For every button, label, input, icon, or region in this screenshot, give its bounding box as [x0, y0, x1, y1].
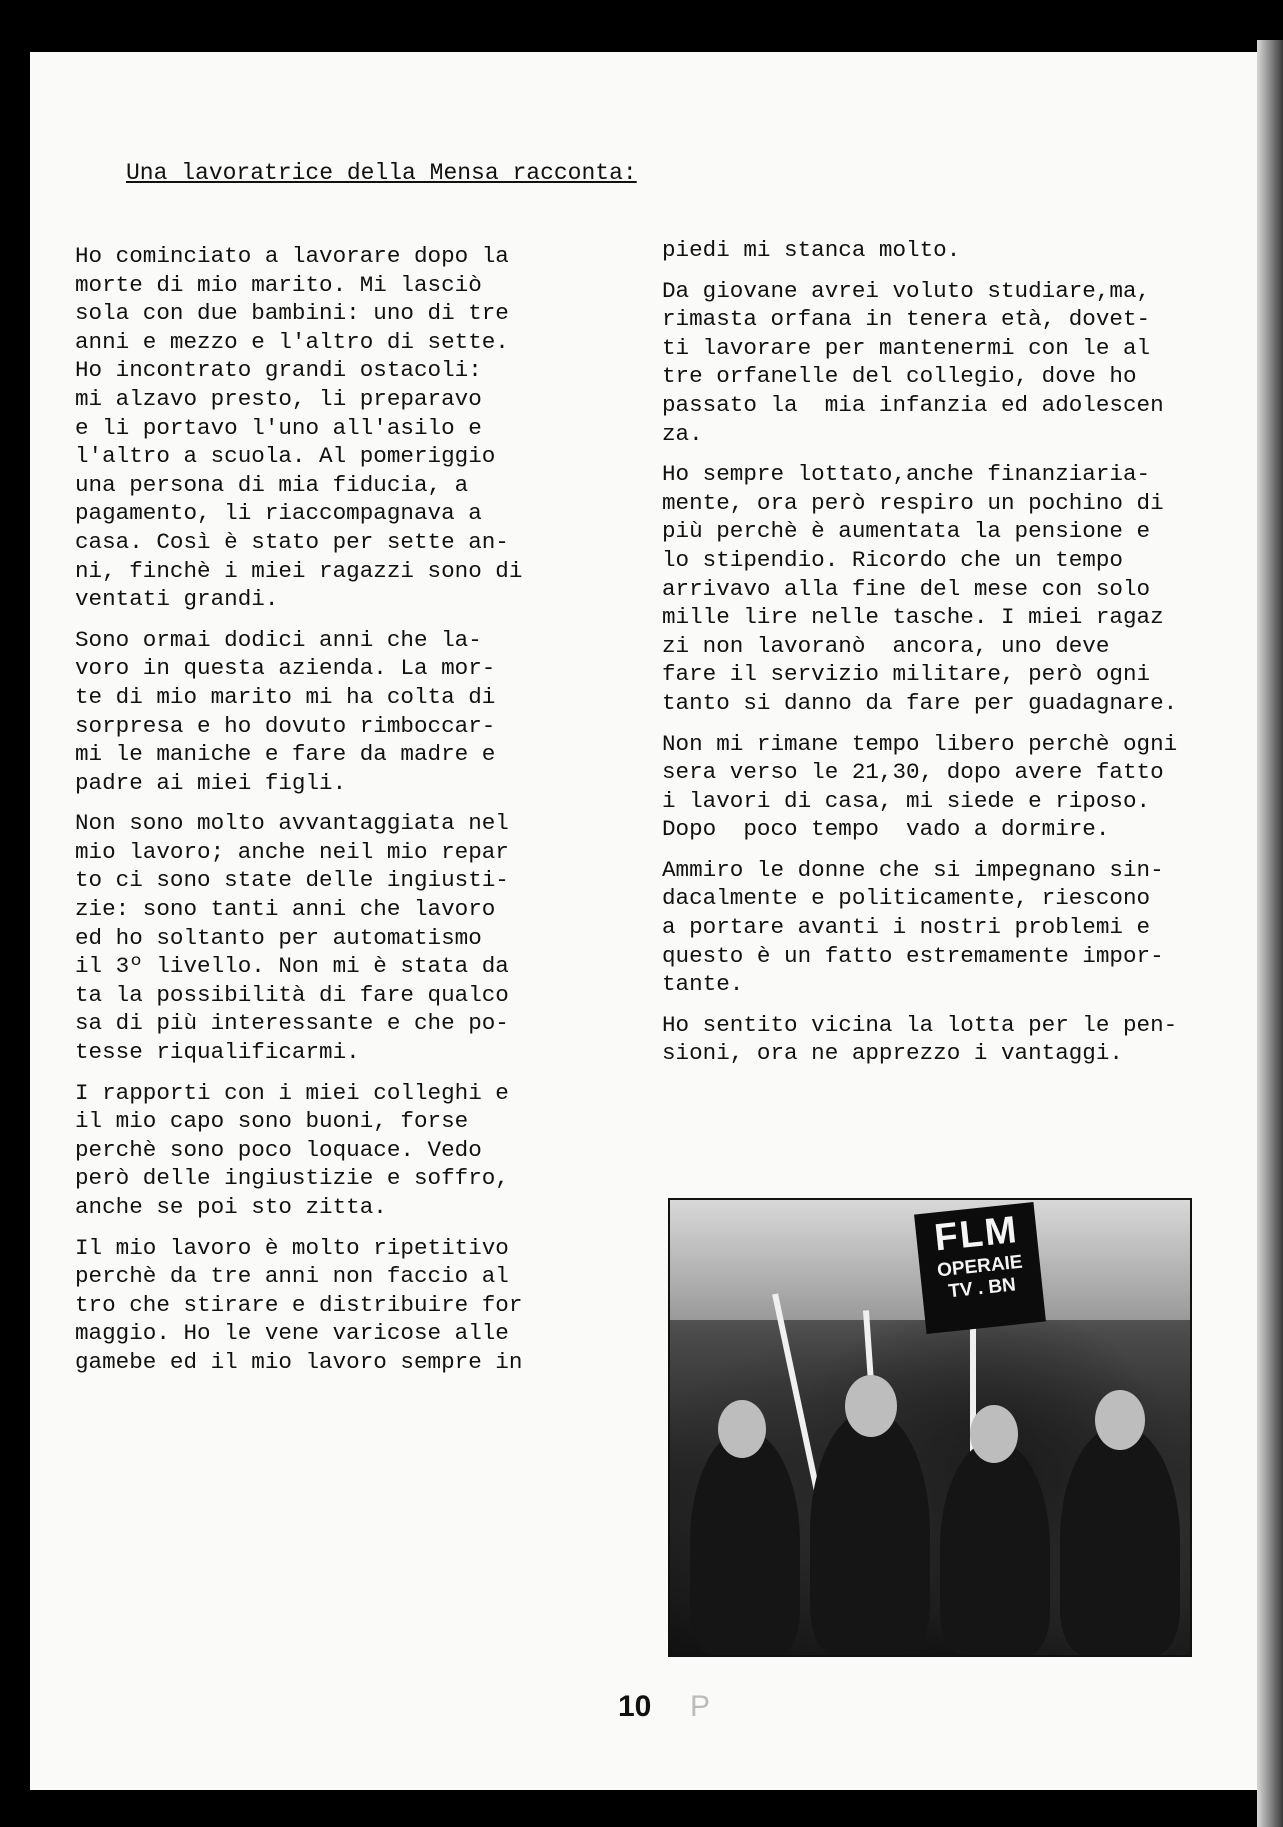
paragraph: Ammiro le donne che si impegnano sin- dacalmente e politicamente, riescono a portare avanti i nostri problemi e questo è un fatto estremamente impor- tante. — [662, 856, 1164, 998]
marcher-face — [970, 1405, 1018, 1463]
paragraph: Ho sempre lottato,anche finanziaria- mente, ora però respiro un pochino di più perchè è aumentata la pensione e lo stipendio. Ricordo che un tempo arrivavo alla fine del mese con solo mille lire nelle tasche. I miei ragaz zi non lavoranò ancora, uno deve fare il servizio militare, però ogni tanto si danno da fare per guadagnare. — [662, 461, 1178, 716]
marcher-figure — [940, 1440, 1050, 1655]
marcher-face — [1095, 1390, 1145, 1450]
scan-bottom-border — [30, 1790, 1257, 1827]
paragraph: I rapporti con i miei colleghi e il mio capo sono buoni, forse perchè sono poco loquace. Vedo però delle ingiustizie e soffro, anche se poi sto zitta. — [75, 1079, 509, 1220]
right-column — [662, 236, 1232, 1080]
marcher-face — [718, 1400, 766, 1458]
flm-placard — [914, 1202, 1046, 1334]
paragraph: piedi mi stanca molto. — [662, 237, 961, 263]
placard-line: OPERAIE — [936, 1251, 1024, 1282]
paragraph: Il mio lavoro è molto ripetitivo perchè da tre anni non faccio al tro che stirare e distribuire for maggio. Ho le vene varicose alle gamebe ed il mio lavoro sempre in — [75, 1234, 523, 1375]
marcher-figure — [690, 1430, 800, 1655]
paragraph: Sono ormai dodici anni che la- voro in questa azienda. La mor- te di mio marito mi ha colta di sorpresa e ho dovuto rimboccar- mi le maniche e fare da madre e padre ai miei figli. — [75, 626, 496, 796]
page-number: 10 — [618, 1690, 652, 1723]
placard-line: FLM — [932, 1208, 1021, 1260]
marcher-face — [845, 1375, 897, 1437]
paragraph: Non mi rimane tempo libero perchè ogni sera verso le 21,30, dopo avere fatto i lavori di casa, mi siede e riposo. Dopo poco tempo vado a dormire. — [662, 730, 1178, 843]
marcher-figure — [1060, 1425, 1180, 1655]
placard-line: TV . BN — [947, 1274, 1017, 1303]
paragraph: Non sono molto avvantaggiata nel mio lavoro; anche neil mio repar to ci sono state delle ingiusti- zie: sono tanti anni che lavoro ed ho soltanto per automatismo il 3º livello. Non mi è stata da ta la possibilità di fare qualco sa di più interessante e che po- tesse riqualificarmi. — [75, 810, 509, 1066]
page-edge — [1257, 40, 1283, 1827]
paragraph: Ho cominciato a lavorare dopo la morte di mio marito. Mi lasciò sola con due bambini: uno di tre anni e mezzo e l'altro di sette. Ho incontrato grandi ostacoli: mi alzavo presto, li preparavo e li portavo l'uno all'asilo e l'altro a scuola. Al pomeriggio una persona di mia fiducia, a pagamento, li riaccompagnava a casa. Così è stato per sette an- ni, finchè i miei ragazzi sono di ventati grandi. — [75, 243, 523, 613]
article-title: Una lavoratrice della Mensa racconta: — [126, 160, 637, 186]
paragraph: Ho sentito vicina la lotta per le pen- sioni, ora ne apprezzo i vantaggi. — [662, 1011, 1178, 1067]
scan-top-border — [0, 0, 1283, 55]
left-column — [75, 242, 595, 1389]
marcher-figure — [810, 1410, 930, 1655]
protest-photo — [670, 1200, 1190, 1655]
paragraph: Da giovane avrei voluto studiare,ma, rimasta orfana in tenera età, dovet- ti lavorare per mantenermi con le al tre orfanelle del collegio, dove ho passato la mia infanzia ed adolescen za. — [662, 277, 1164, 447]
page-mark: P — [690, 1690, 711, 1723]
